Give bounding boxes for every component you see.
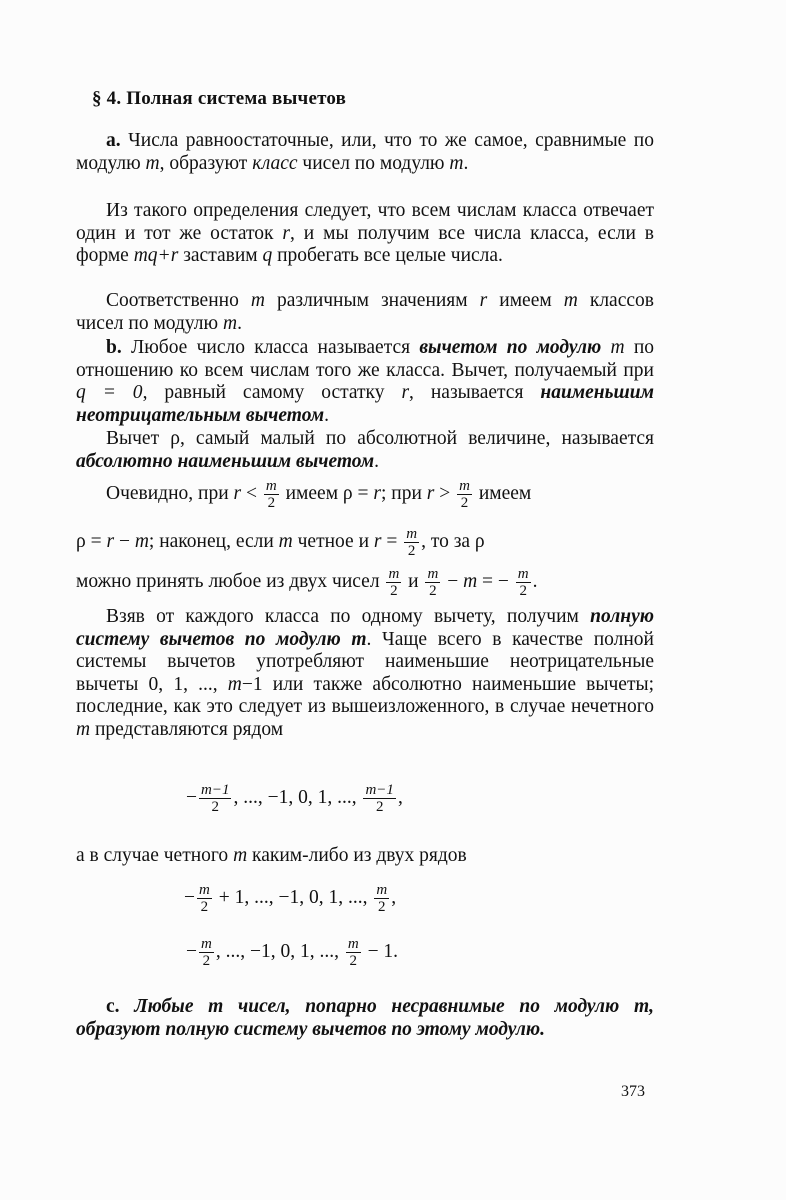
display-odd-series: − $\frac{m-1}{2}$ , ..., −1, 0, 1, ..., $\frac{m-1}{2}$ , [186, 782, 403, 815]
paragraph-b-complete-system: Взяв от каждого класса по одному вычету, получим полную систему вычетов по модулю m. Чаще всего в качестве полной системы вычетов употребляют наименьшие неотрицательные вычеты 0, 1, ..., m−1 или также абсолютно наименьшие вычеты; последние, как это следует из вышеизложенного, в случае нечетного m представляются рядом [76, 606, 654, 740]
fraction-m-over-2: $\frac{m}{2}$ [347, 936, 359, 969]
paragraph-a-definition: a. Числа равноостаточные, или, что то же самое, сравнимые по модулю m, образуют класс чисел по модулю m. [76, 130, 654, 174]
item-label-c: c. [106, 996, 120, 1017]
fraction-m-over-2: $\frac{m}{2}$ [427, 566, 439, 599]
paragraph-b-absolute: Вычет ρ, самый малый по абсолютной величине, называется абсолютно наименьшим вычетом. [76, 428, 654, 472]
paragraph-even-case: а в случае четного m каким-либо из двух рядов [76, 845, 467, 866]
paragraph-a-count: Соответственно m различным значениям r имеем m классов чисел по модулю m. [76, 290, 654, 334]
fraction-m-over-2: $\frac{m}{2}$ [388, 566, 400, 599]
paragraph-a-consequence: Из такого определения следует, что всем числам класса отвечает один и тот же остаток r, и мы получим все числа класса, если в форме mq+r заставим q пробегать все целые числа. [76, 200, 655, 266]
display-even-series-1: − $\frac{m}{2}$ + 1, ..., −1, 0, 1, ..., $\frac{m}{2}$ , [184, 882, 397, 915]
fraction-m-over-2: $\frac{m}{2}$ [406, 526, 418, 559]
item-label-b: b. [106, 337, 122, 358]
fraction-m-minus-1-over-2: $\frac{m-1}{2}$ [365, 782, 394, 815]
formula-line-1: Очевидно, при r < $\frac{m}{2}$ имеем ρ = r; при r > $\frac{m}{2}$ имеем [106, 478, 532, 511]
formula-line-3: можно принять любое из двух чисел $\frac{m}{2}$ и $\frac{m}{2}$ − m = − $\frac{m}{2}$ . [76, 566, 538, 599]
term-residue: вычетом по модулю [419, 337, 602, 358]
term-absolute-least: абсолютно наименьшим вычетом [76, 450, 375, 472]
page-number: 373 [621, 1083, 645, 1100]
fraction-m-over-2: $\frac{m}{2}$ [517, 566, 529, 599]
term-complete-system: полную систему вычетов по модулю [76, 606, 654, 650]
formula-line-2: ρ = r − m; наконец, если m четное и r = $\frac{m}{2}$ , то за ρ [76, 526, 485, 559]
section-heading: § 4. Полная система вычетов [92, 88, 347, 109]
fraction-m-over-2: $\frac{m}{2}$ [376, 882, 388, 915]
term-least-nonnegative: наименьшим неотрицательным вычетом [76, 382, 654, 426]
paragraph-c-theorem: c. Любые m чисел, попарно несравнимые по модулю m, образуют полную систему вычетов по этому модулю. [76, 996, 654, 1040]
display-even-series-2: − $\frac{m}{2}$ , ..., −1, 0, 1, ..., $\frac{m}{2}$ − 1. [186, 936, 399, 969]
fraction-m-over-2: $\frac{m}{2}$ [265, 478, 277, 511]
fraction-m-over-2: $\frac{m}{2}$ [199, 882, 210, 915]
fraction-m-minus-1-over-2: $\frac{m-1}{2}$ [201, 782, 230, 815]
fraction-m-over-2: $\frac{m}{2}$ [459, 478, 470, 511]
fraction-m-over-2: $\frac{m}{2}$ [201, 936, 212, 969]
paragraph-b-residue: b. Любое число класса называется вычетом по модулю m по отношению ко всем числам того же класса. Вычет, получаемый при q = 0, равный самому остатку r, называется наименьшим неотрицательным вычетом. [76, 337, 654, 426]
item-label-a: a. [106, 130, 121, 151]
term-class: класс [252, 152, 298, 174]
